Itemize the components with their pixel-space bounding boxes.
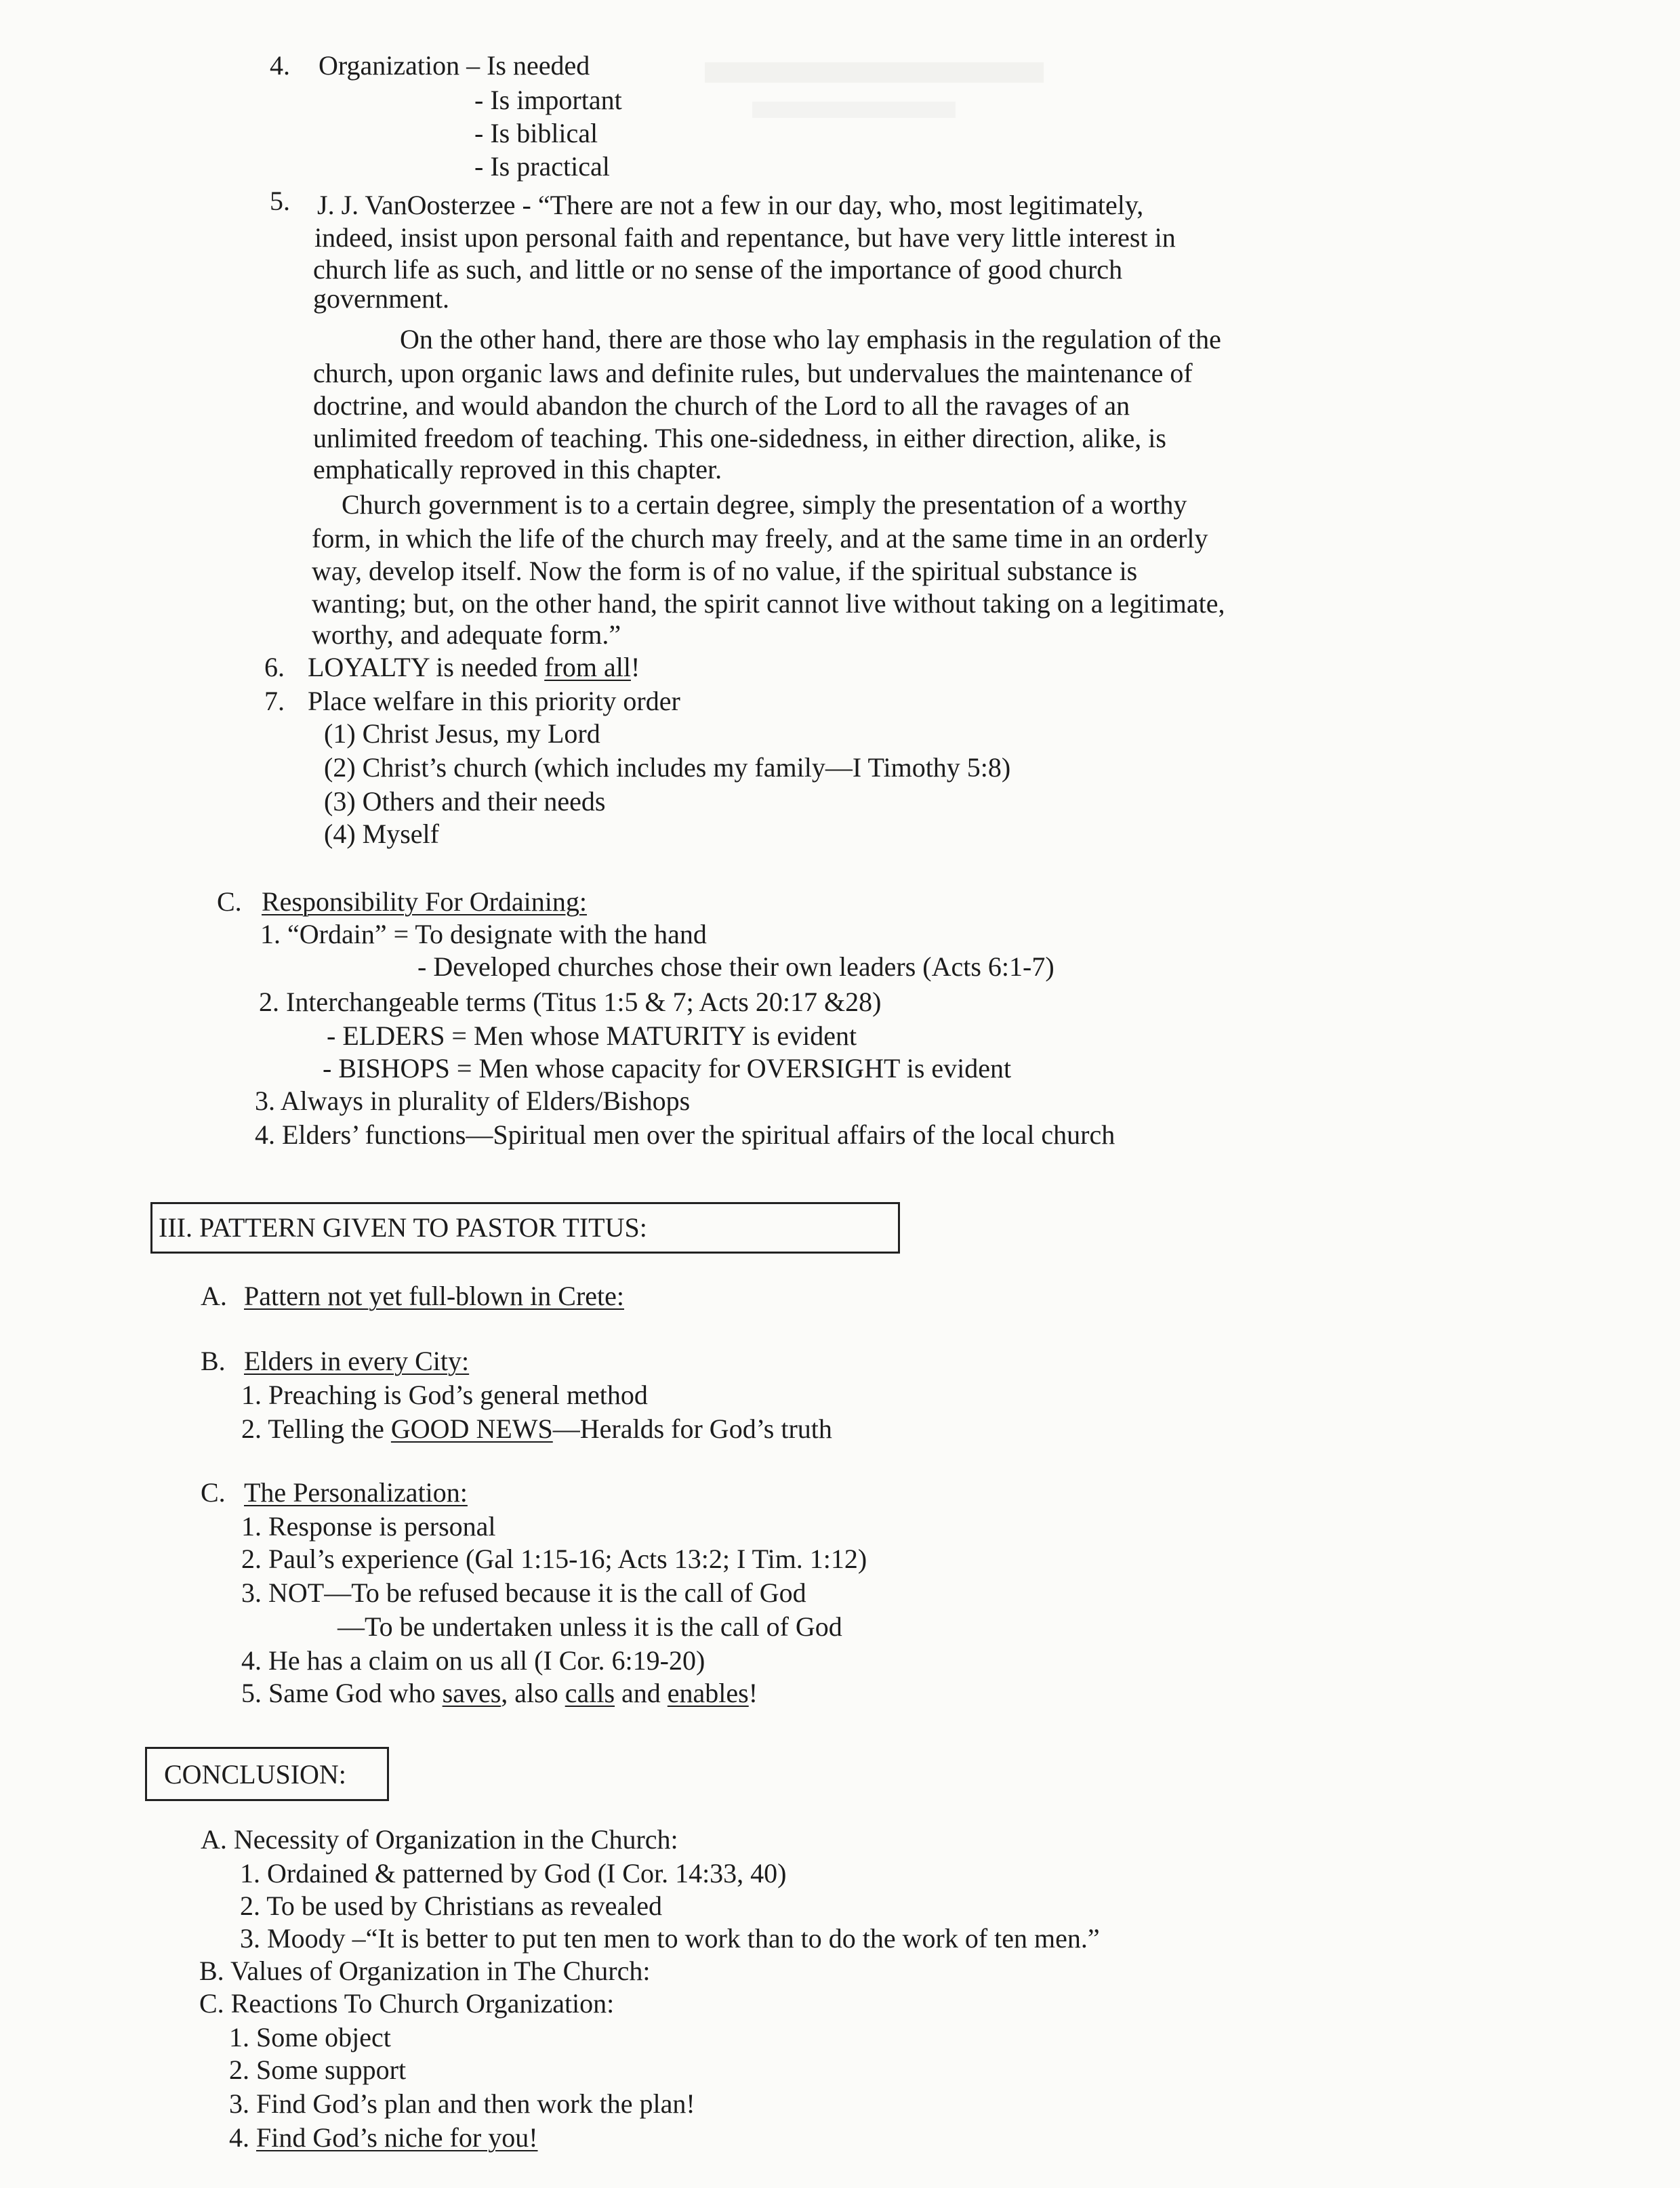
list-number: 6. (264, 652, 285, 682)
ordaining-line: - ELDERS = Men whose MATURITY is evident (327, 1020, 857, 1051)
ordaining-line: 1. “Ordain” = To designate with the hand (260, 919, 707, 949)
quote-line: On the other hand, there are those who lay emphasis in the regulation of the (400, 324, 1221, 354)
quote-line: doctrine, and would abandon the church of the Lord to all the ravages of an (313, 390, 1130, 421)
conclusion-heading: CONCLUSION: (164, 1759, 346, 1790)
organization-text: Organization (319, 50, 460, 81)
section-letter: C. (217, 886, 242, 917)
personalization-heading: The Personalization: (244, 1477, 468, 1508)
conclusion-subitem: 3. Find God’s plan and then work the plan! (229, 2088, 695, 2119)
good-news-text: GOOD NEWS (390, 1413, 553, 1444)
personalization-line: 4. He has a claim on us all (I Cor. 6:19-20) (241, 1645, 705, 1676)
elders-heading: Elders in every City: (244, 1346, 470, 1376)
conclusion-subitem: 1. Ordained & patterned by God (I Cor. 14:33, 40) (240, 1858, 787, 1888)
list-number: 7. (264, 686, 285, 716)
show-through-mark (705, 62, 1044, 83)
loyalty-text: LOYALTY is needed (308, 652, 545, 682)
conclusion-item: A. Necessity of Organization in the Church: (201, 1824, 678, 1855)
section-letter: B. (201, 1346, 226, 1376)
personalization-line (241, 1678, 758, 1709)
priority-title: Place welfare in this priority order (308, 686, 680, 716)
quote-line: unlimited freedom of teaching. This one-sidedness, in either direction, alike, is (313, 423, 1166, 453)
organization-point: - Is important (474, 85, 622, 115)
quote-line: worthy, and adequate form.” (312, 619, 621, 650)
quote-line: form, in which the life of the church may freely, and at the same time in an orderly (312, 523, 1208, 554)
loyalty-end: ! (630, 652, 640, 682)
pattern-heading: Pattern not yet full-blown in Crete: (244, 1281, 624, 1311)
conclusion-subitem: 3. Moody –“It is better to put ten men to work than to do the work of ten men.” (240, 1923, 1100, 1954)
ordaining-line: - BISHOPS = Men whose capacity for OVERSIGHT is evident (323, 1053, 1012, 1083)
conclusion-subitem (229, 2122, 538, 2153)
priority-item: (3) Others and their needs (324, 786, 606, 817)
personalization-line: 3. NOT—To be refused because it is the call of God (241, 1577, 806, 1608)
quote-line: Church government is to a certain degree, simply the presentation of a worthy (342, 489, 1187, 520)
quote-line: emphatically reproved in this chapter. (313, 454, 722, 484)
conclusion-subitem: 2. Some support (229, 2055, 407, 2085)
quote-line: indeed, insist upon personal faith and repentance, but have very little interest in (314, 222, 1176, 253)
quote-line: church, upon organic laws and definite rules, but undervalues the maintenance of (313, 358, 1193, 388)
section-heading: III. PATTERN GIVEN TO PASTOR TITUS: (159, 1212, 647, 1243)
conclusion-subitem-underlined: Find God’s niche for you! (256, 2122, 538, 2153)
personalization-line: —To be undertaken unless it is the call of God (337, 1611, 842, 1642)
enables-text: enables (667, 1678, 749, 1708)
quote-line: wanting; but, on the other hand, the spirit cannot live without taking on a legitimate, (312, 588, 1225, 619)
personalization-line: 1. Response is personal (241, 1511, 496, 1542)
loyalty-underlined: from all (544, 652, 631, 682)
conclusion-item: B. Values of Organization in The Church: (199, 1956, 651, 1986)
personalization-text: 5. Same God who (241, 1678, 443, 1708)
conclusion-subitem: 2. To be used by Christians as revealed (240, 1891, 662, 1921)
personalization-text: ! (748, 1678, 758, 1708)
conclusion-subitem: 1. Some object (229, 2022, 391, 2052)
elders-line: 1. Preaching is God’s general method (241, 1380, 648, 1410)
list-number: 4. (270, 50, 290, 81)
ordaining-line: - Developed churches chose their own leaders (Acts 6:1-7) (417, 951, 1054, 982)
quote-line: church life as such, and little or no sense of the importance of good church (313, 254, 1123, 285)
ordaining-line: 4. Elders’ functions—Spiritual men over the spiritual affairs of the local church (255, 1119, 1115, 1150)
personalization-line: 2. Paul’s experience (Gal 1:15-16; Acts 13:2; I Tim. 1:12) (241, 1544, 867, 1574)
priority-item: (2) Christ’s church (which includes my family—I Timothy 5:8) (324, 752, 1011, 783)
organization-point: - Is practical (474, 151, 610, 182)
section-letter: A. (201, 1281, 227, 1311)
ordaining-line: 3. Always in plurality of Elders/Bishops (255, 1086, 691, 1116)
ordaining-line: 2. Interchangeable terms (Titus 1:5 & 7; Acts 20:17 &28) (259, 987, 882, 1017)
ordaining-heading: Responsibility For Ordaining: (262, 886, 587, 917)
quote-line: J. J. VanOosterzee - “There are not a few in our day, who, most legitimately, (317, 190, 1144, 220)
list-number: 5. (270, 186, 290, 216)
priority-item: (4) Myself (324, 819, 439, 849)
calls-text: calls (565, 1678, 615, 1708)
personalization-text: and (615, 1678, 668, 1708)
organization-label (319, 50, 590, 81)
show-through-mark (752, 102, 956, 118)
personalization-text: , also (501, 1678, 565, 1708)
elders-line (241, 1413, 832, 1445)
organization-point: – Is needed (466, 50, 590, 81)
conclusion-item: C. Reactions To Church Organization: (199, 1988, 615, 2019)
conclusion-subitem-number: 4. (229, 2122, 256, 2153)
section-letter: C. (201, 1477, 226, 1508)
elders-line-text: —Heralds for God’s truth (552, 1413, 832, 1444)
priority-item: (1) Christ Jesus, my Lord (324, 718, 600, 749)
organization-point: - Is biblical (474, 118, 598, 148)
saves-text: saves (442, 1678, 501, 1708)
loyalty-line (308, 652, 640, 683)
quote-line: government. (313, 283, 450, 314)
quote-line: way, develop itself. Now the form is of no value, if the spiritual substance is (312, 556, 1138, 586)
elders-line-text: 2. Telling the (241, 1413, 391, 1444)
